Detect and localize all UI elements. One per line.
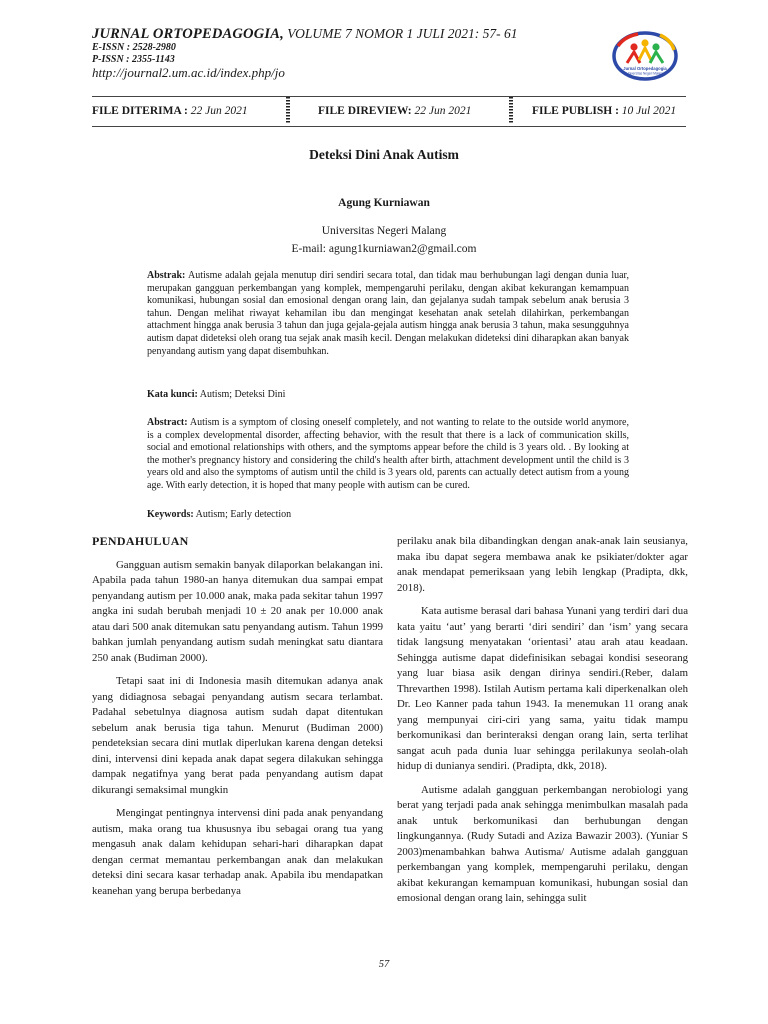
abstrak-text: Autisme adalah gejala menutup diri sendiri secara total, dan tidak mau berhubungan lagi dengan dunia luar, merupakan gangguan perkembangan yang komplek, mempengaruhi perilaku, dengan akibat kekurangan kemampuan komunikasi, hubungan sosial dan emosional dengan orang lain, dan gejalanya sudah tampak sebelum anak berusia 3 tahun. Dengan melihat riwayat kehamilan ibu dan mengingat kesehatan anak setelah dilahirkan, perkembangan attachment hingga anak berusia 3 tahun dan juga gejala-gejala autism hingga anak berusia 3 tahun, maka sesungguhnya autism dapat dideteksi oleh orang tua sejak anak masih kecil. Dengan melakukan dideteksi dini diharapkan akan banyak penyandang autism yang dapat disembuhkan. bbox=[147, 270, 629, 357]
abstract-label: Abstract: bbox=[147, 417, 188, 428]
abstract-block bbox=[147, 417, 629, 493]
page-number: 57 bbox=[378, 959, 390, 970]
file-publish bbox=[532, 105, 676, 117]
file-diterima-value: 22 Jun 2021 bbox=[190, 105, 248, 117]
article-title: Deteksi Dini Anak Autism bbox=[309, 147, 459, 162]
file-diterima bbox=[92, 105, 248, 117]
separator-2 bbox=[509, 97, 513, 123]
section-heading: PENDAHULUAN bbox=[92, 534, 189, 548]
body-paragraph: Gangguan autism semakin banyak dilaporkan belakangan ini. Apabila pada tahun 1980-an hanya ditemukan dua sampai empat penyandang autism per 10.000 anak, maka pada sekitar tahun 1997 angka ini sudah berubah menjadi 10 ± 20 anak per 10.000 anak atau dari 500 anak ditemukan satu penyandang autism. Tahun 1999 bahkan jumlah penyandang autism sudah meningkat satu diantara 250 anak (Budiman 2000). bbox=[92, 558, 383, 664]
file-direview bbox=[318, 105, 471, 117]
file-diterima-label: FILE DITERIMA : bbox=[92, 105, 188, 117]
file-publish-label: FILE PUBLISH : bbox=[532, 105, 619, 117]
kata-kunci-label: Kata kunci: bbox=[147, 389, 198, 400]
journal-url[interactable]: http://journal2.um.ac.id/index.php/jo bbox=[92, 65, 285, 80]
body-column-right bbox=[397, 534, 688, 915]
logo-text-line1: Jurnal Ortopedagogia bbox=[623, 66, 667, 71]
header-rule-top bbox=[92, 96, 686, 97]
pissn: P-ISSN : 2355-1143 bbox=[92, 53, 175, 65]
body-paragraph: Kata autisme berasal dari bahasa Yunani yang terdiri dari dua kata yaitu ‘aut’ yang berarti ‘diri sendiri’ dan ‘ism’ yang secara tidak langsung menyatakan ‘orientasi’ atau arah atau keadaan. Sehingga autisme dapat didefinisikan sebagai kondisi seseorang yang luar biasa asik dengan dirinya sendiri.(Reber, dalam Threvarthen 1998). Istilah Autism pertama kali diperkenalkan oleh Dr. Leo Kanner pada tahun 1943. Ia menemukan 11 orang anak yang mempunyai ciri-ciri yang sama, yaitu tidak mampu berkomunikasi dan berinteraksi dengan orang lain, serta terlihat sangat acuh pada dunia luar sehingga perilakunya seolah-olah hidup di dunianya sendiri. (Pradipta, dkk, 2018). bbox=[397, 605, 688, 772]
file-direview-value: 22 Jun 2021 bbox=[414, 105, 472, 117]
keywords-text: Autism; Early detection bbox=[193, 509, 292, 520]
kata-kunci bbox=[147, 389, 629, 402]
keywords-label: Keywords: bbox=[147, 509, 194, 520]
journal-logo-icon bbox=[610, 30, 680, 86]
body-paragraph: Autisme adalah gangguan perkembangan nerobiologi yang berat yang terjadi pada anak sehingga menimbulkan masalah pada anak untuk berkomunikasi dan berhubungan dengan lingkungannya. (Rudy Sutadi and Aziza Bawazir 2003). (Yuniar S 2003)menambahkan bahwa Autisma/ Autisme adalah gangguan perkembangan yang komplek, mempengaruhi perilaku, dengan akibat kekurangan kemampuan komunikasi, hubungan sosial dan emosional dengan orang lain, sehingga sulit bbox=[397, 783, 688, 904]
body-paragraph: Mengingat pentingnya intervensi dini pada anak penyandang autism, maka orang tua khususnya ibu sebagai orang tua yang mengasuh anak dalam kehidupan sehari-hari diharapkan dapat dengan cermat memantau perkembangan anak dan melakukan deteksi dini secara kasar terhadap anak. Apabila ibu mendapatkan keanehan yang berupa berbedanya bbox=[92, 807, 383, 897]
keywords bbox=[147, 509, 629, 522]
journal-title-line bbox=[92, 26, 692, 42]
file-dates-bar bbox=[92, 102, 686, 122]
author-name: Agung Kurniawan bbox=[338, 197, 430, 209]
header-rule-bottom bbox=[92, 126, 686, 127]
kata-kunci-text: Autism; Deteksi Dini bbox=[197, 389, 286, 400]
abstract-text: Autism is a symptom of closing oneself completely, and not wanting to relate to the outside world anymore, is a complex developmental disorder, affecting behavior, with the result that there is a lack of communication skills, social and emotional relationships with others, and the symptoms appear before the child is 3 years old. . By looking at the mother's pregnancy history and considering the child's health after birth, attachment development until the child is 3 years old and also the symptoms of autism until the child is 3 years old, parents can actually detect autism from a young age. With early detection, it is hoped that many people with autism can be cured. bbox=[147, 417, 629, 491]
file-publish-value: 10 Jul 2021 bbox=[621, 105, 677, 117]
body-paragraph: perilaku anak bila dibandingkan dengan anak-anak lain seusianya, maka ibu dapat segera membawa anak ke psikiater/dokter agar anak mendapat pemeriksaan yang lebih lengkap (Pradipta, dkk, 2018). bbox=[397, 535, 688, 594]
body-paragraph: Tetapi saat ini di Indonesia masih ditemukan adanya anak yang didiagnosa sebagai penyandang autism secara terlambat. Padahal sebetulnya diagnosa autism sudah dapat ditentukan sebelum anak berusia tiga tahun. Menurut (Budiman 2000) pendeteksian secara dini mutlak diperlukan karena dengan deteksi dini, intervensi dini kepada anak dapat segera dilakukan sehingga dampak negatifnya yang berat pada penyandang autism dapat dikurangi semaksimal mungkin bbox=[92, 675, 383, 796]
file-direview-label: FILE DIREVIEW: bbox=[318, 105, 412, 117]
body-column-left bbox=[92, 534, 383, 907]
author-affiliation: Universitas Negeri Malang bbox=[321, 225, 447, 237]
eissn: E-ISSN : 2528-2980 bbox=[92, 42, 176, 53]
separator-1 bbox=[286, 97, 290, 123]
journal-name: JURNAL ORTOPEDAGOGIA, bbox=[92, 26, 284, 42]
logo-text-line2: Universitas Negeri Malang bbox=[626, 71, 664, 76]
journal-header bbox=[92, 26, 692, 86]
author-email: E-mail: agung1kurniawan2@gmail.com bbox=[291, 243, 477, 255]
journal-volume: VOLUME 7 NOMOR 1 JULI 2021: 57- 61 bbox=[287, 26, 518, 41]
abstrak-label: Abstrak: bbox=[147, 270, 186, 281]
abstrak-block bbox=[147, 270, 629, 358]
